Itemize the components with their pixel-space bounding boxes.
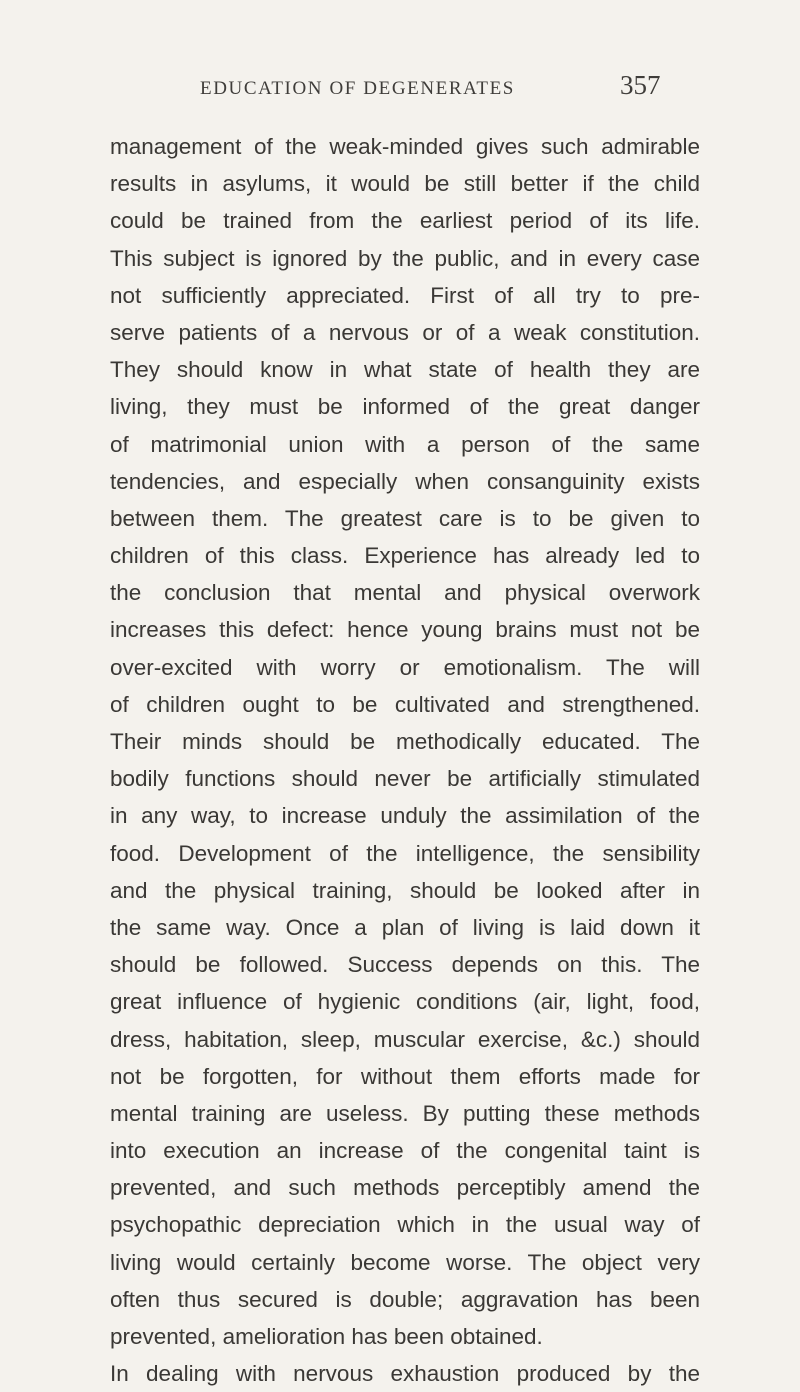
text-line: the same way. Once a plan of living is laid down it <box>110 914 700 940</box>
text-line: In dealing with nervous exhaustion produced by the <box>110 1361 700 1387</box>
text-line: of matrimonial union with a person of the same <box>110 431 700 457</box>
text-line: and the physical training, should be looked after in <box>110 877 700 903</box>
text-line: They should know in what state of health they are <box>110 357 700 383</box>
text-line: bodily functions should never be artificially stimulated <box>110 766 700 792</box>
text-line: over-excited with worry or emotionalism. The will <box>110 654 700 680</box>
text-line: serve patients of a nervous or of a weak constitution. <box>110 319 700 345</box>
text-line: increases this defect: hence young brains must not be <box>110 617 700 643</box>
text-line: of children ought to be cultivated and strengthened. <box>110 691 700 717</box>
text-line: often thus secured is double; aggravation has been <box>110 1286 700 1312</box>
text-line: mental training are useless. By putting these methods <box>110 1100 700 1126</box>
text-line: psychopathic depreciation which in the usual way of <box>110 1212 700 1238</box>
running-head: EDUCATION OF DEGENERATES <box>200 78 515 99</box>
text-line: tendencies, and especially when consanguinity exists <box>110 468 700 494</box>
text-line: dress, habitation, sleep, muscular exercise, &c.) should <box>110 1026 700 1052</box>
text-line: the conclusion that mental and physical overwork <box>110 580 700 606</box>
text-line: results in asylums, it would be still better if the child <box>110 171 700 197</box>
text-line: prevented, and such methods perceptibly amend the <box>110 1175 700 1201</box>
text-line: prevented, amelioration has been obtained. <box>110 1324 543 1349</box>
text-line: into execution an increase of the congenital taint is <box>110 1138 700 1164</box>
text-line: not be forgotten, for without them efforts made for <box>110 1063 700 1089</box>
text-line: should be followed. Success depends on this. The <box>110 952 700 978</box>
text-line: food. Development of the intelligence, the sensibility <box>110 840 700 866</box>
text-line: living, they must be informed of the great danger <box>110 394 700 420</box>
text-line: not sufficiently appreciated. First of all try to pre- <box>110 282 700 308</box>
text-line: could be trained from the earliest period of its life. <box>110 208 700 234</box>
text-line: between them. The greatest care is to be given to <box>110 505 700 531</box>
text-line: great influence of hygienic conditions (air, light, food, <box>110 989 700 1015</box>
page-number: 357 <box>620 70 661 100</box>
text-line: in any way, to increase unduly the assimilation of the <box>110 803 700 829</box>
text-line: living would certainly become worse. The object very <box>110 1249 700 1275</box>
text-line: children of this class. Experience has already led to <box>110 543 700 569</box>
body-text <box>110 128 700 1392</box>
text-line: management of the weak-minded gives such admirable <box>110 134 700 159</box>
text-line: This subject is ignored by the public, and in every case <box>110 245 700 271</box>
text-line: Their minds should be methodically educated. The <box>110 729 700 754</box>
